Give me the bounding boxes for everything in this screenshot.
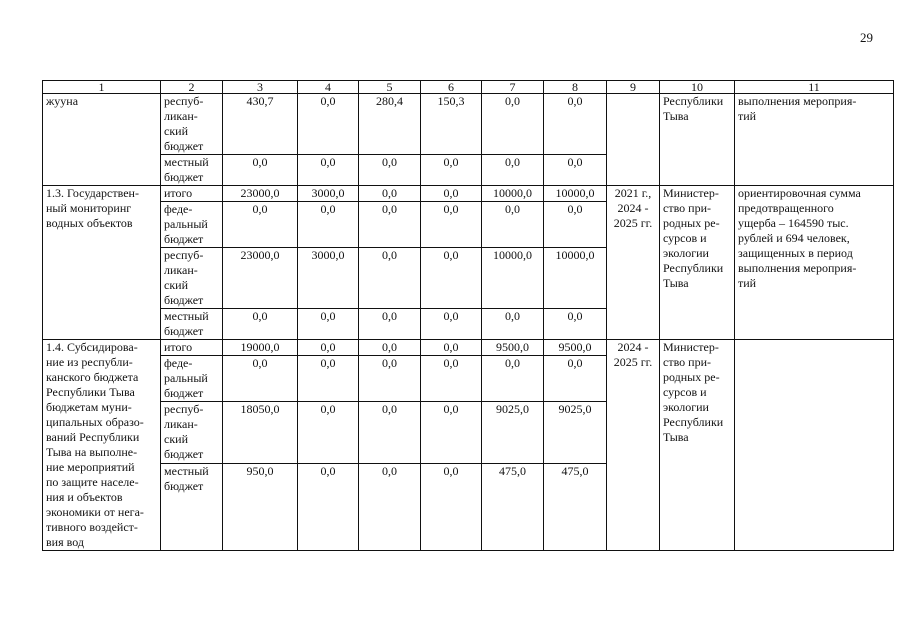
amount-col-6: 0,0: [421, 464, 482, 551]
amount-col-5: 0,0: [359, 356, 421, 402]
amount-col-8: 9025,0: [544, 402, 607, 464]
funding-source: респуб- ликан- ский бюджет: [161, 402, 223, 464]
amount-col-3: 23000,0: [223, 248, 298, 309]
amount-col-3: 430,7: [223, 94, 298, 155]
amount-col-4: 3000,0: [298, 186, 359, 202]
amount-col-7: 10000,0: [482, 248, 544, 309]
executor: Министер- ство при- родных ре- сурсов и экологии Республики Тыва: [660, 186, 735, 340]
amount-col-6: 0,0: [421, 186, 482, 202]
program-table: [42, 80, 894, 551]
period: 2021 г., 2024 - 2025 гг.: [607, 186, 660, 340]
column-number: 1: [43, 81, 161, 94]
column-number-row: [43, 81, 894, 94]
table-row: [43, 186, 894, 202]
column-number: 10: [660, 81, 735, 94]
period: 2024 - 2025 гг.: [607, 340, 660, 551]
measure-name: 1.4. Субсидирова- ние из республи- канского бюджета Республики Тыва бюджетам муни- ципальных образо- ваний Республики Тыва на выполне- ние мероприятий по защите населе- ния и объектов экономики от нега- тивного воздейст- вия вод: [43, 340, 161, 551]
amount-col-4: 0,0: [298, 309, 359, 340]
amount-col-6: 150,3: [421, 94, 482, 155]
amount-col-4: 3000,0: [298, 248, 359, 309]
executor: Министер- ство при- родных ре- сурсов и экологии Республики Тыва: [660, 340, 735, 551]
amount-col-5: 0,0: [359, 155, 421, 186]
amount-col-7: 0,0: [482, 356, 544, 402]
amount-col-4: 0,0: [298, 94, 359, 155]
amount-col-3: 23000,0: [223, 186, 298, 202]
amount-col-5: 280,4: [359, 94, 421, 155]
amount-col-7: 0,0: [482, 155, 544, 186]
column-number: 4: [298, 81, 359, 94]
executor: Республики Тыва: [660, 94, 735, 186]
amount-col-6: 0,0: [421, 356, 482, 402]
amount-col-7: 10000,0: [482, 186, 544, 202]
amount-col-5: 0,0: [359, 340, 421, 356]
funding-source: местный бюджет: [161, 464, 223, 551]
amount-col-3: 0,0: [223, 356, 298, 402]
amount-col-4: 0,0: [298, 464, 359, 551]
amount-col-4: 0,0: [298, 402, 359, 464]
amount-col-3: 950,0: [223, 464, 298, 551]
funding-source: феде- ральный бюджет: [161, 356, 223, 402]
amount-col-5: 0,0: [359, 464, 421, 551]
measure-name: жууна: [43, 94, 161, 186]
amount-col-8: 0,0: [544, 155, 607, 186]
amount-col-5: 0,0: [359, 186, 421, 202]
amount-col-6: 0,0: [421, 155, 482, 186]
table-row: [43, 94, 894, 155]
amount-col-5: 0,0: [359, 402, 421, 464]
amount-col-7: 9500,0: [482, 340, 544, 356]
amount-col-6: 0,0: [421, 340, 482, 356]
amount-col-7: 9025,0: [482, 402, 544, 464]
amount-col-4: 0,0: [298, 356, 359, 402]
amount-col-4: 0,0: [298, 340, 359, 356]
amount-col-7: 0,0: [482, 94, 544, 155]
amount-col-6: 0,0: [421, 202, 482, 248]
column-number: 8: [544, 81, 607, 94]
funding-source: феде- ральный бюджет: [161, 202, 223, 248]
amount-col-8: 0,0: [544, 94, 607, 155]
column-number: 9: [607, 81, 660, 94]
funding-source: респуб- ликан- ский бюджет: [161, 248, 223, 309]
amount-col-7: 0,0: [482, 202, 544, 248]
column-number: 2: [161, 81, 223, 94]
amount-col-8: 10000,0: [544, 248, 607, 309]
measure-name: 1.3. Государствен- ный мониторинг водных объектов: [43, 186, 161, 340]
period: [607, 94, 660, 186]
amount-col-8: 0,0: [544, 202, 607, 248]
expected-result: [735, 340, 894, 551]
amount-col-4: 0,0: [298, 202, 359, 248]
column-number: 5: [359, 81, 421, 94]
amount-col-6: 0,0: [421, 402, 482, 464]
amount-col-5: 0,0: [359, 202, 421, 248]
column-number: 7: [482, 81, 544, 94]
column-number: 11: [735, 81, 894, 94]
table-row: [43, 340, 894, 356]
amount-col-4: 0,0: [298, 155, 359, 186]
funding-source: итого: [161, 340, 223, 356]
funding-source: респуб- ликан- ский бюджет: [161, 94, 223, 155]
page-number: 29: [860, 30, 873, 45]
amount-col-3: 18050,0: [223, 402, 298, 464]
funding-source: местный бюджет: [161, 309, 223, 340]
amount-col-5: 0,0: [359, 248, 421, 309]
funding-source: местный бюджет: [161, 155, 223, 186]
amount-col-3: 0,0: [223, 309, 298, 340]
amount-col-5: 0,0: [359, 309, 421, 340]
expected-result: ориентировочная сумма предотвращенного ущерба – 164590 тыс. рублей и 694 человек, защищенных в период выполнения мероприя- тий: [735, 186, 894, 340]
amount-col-7: 475,0: [482, 464, 544, 551]
amount-col-3: 19000,0: [223, 340, 298, 356]
amount-col-6: 0,0: [421, 309, 482, 340]
amount-col-6: 0,0: [421, 248, 482, 309]
column-number: 6: [421, 81, 482, 94]
amount-col-8: 10000,0: [544, 186, 607, 202]
amount-col-7: 0,0: [482, 309, 544, 340]
funding-source: итого: [161, 186, 223, 202]
column-number: 3: [223, 81, 298, 94]
expected-result: выполнения мероприя- тий: [735, 94, 894, 186]
amount-col-8: 0,0: [544, 356, 607, 402]
amount-col-8: 475,0: [544, 464, 607, 551]
amount-col-3: 0,0: [223, 155, 298, 186]
amount-col-3: 0,0: [223, 202, 298, 248]
amount-col-8: 0,0: [544, 309, 607, 340]
amount-col-8: 9500,0: [544, 340, 607, 356]
